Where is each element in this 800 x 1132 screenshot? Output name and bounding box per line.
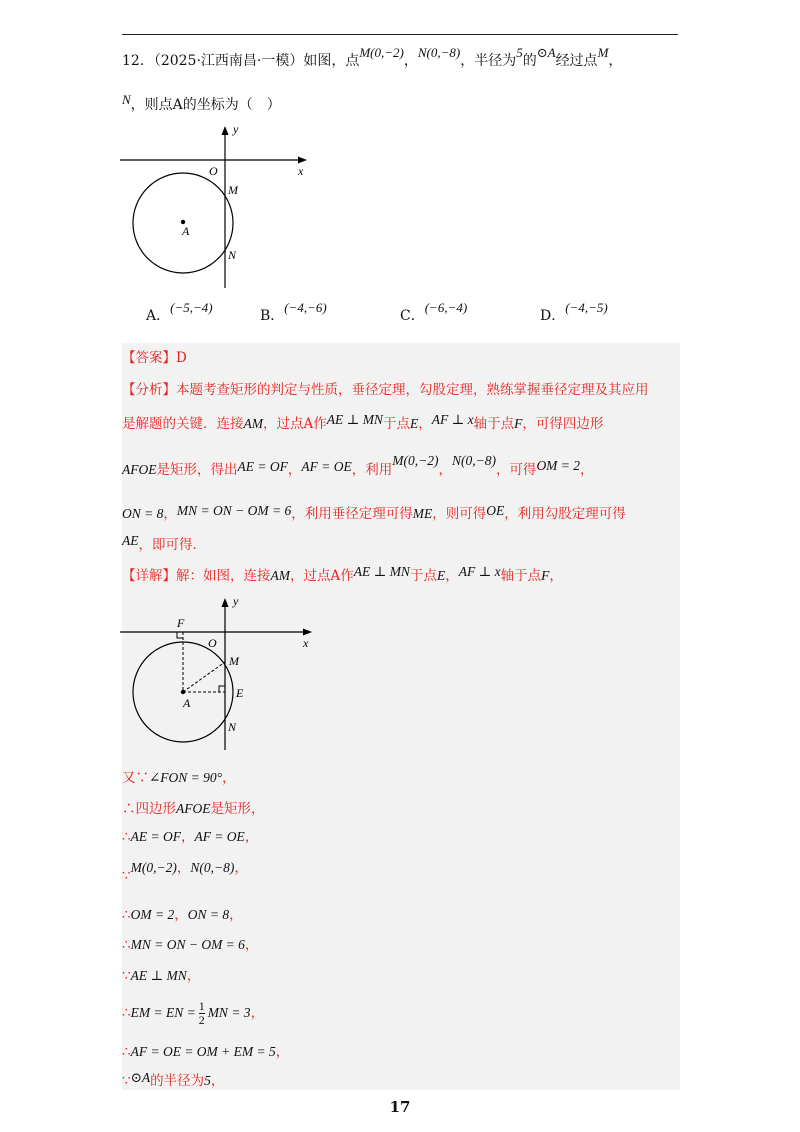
label-a: A <box>182 224 190 238</box>
y-axis-arrow <box>222 598 229 607</box>
label-n: N <box>228 720 237 734</box>
label-f: F <box>177 616 185 630</box>
label-o: O <box>208 636 217 650</box>
option-b[interactable]: B．(−4,−6) <box>260 300 327 324</box>
analysis-line-1: 【分析】本题考查矩形的判定与性质，垂径定理，勾股定理，熟练掌握垂径定理及其应用 <box>122 382 649 398</box>
analysis-line-3: AFOE是矩形，得出AE = OF，AF = OE，利用M(0,−2)，N(0,−8)，可得OM = 2， <box>122 453 594 478</box>
radius-value: 5 <box>516 45 523 60</box>
fraction-half: $\frac{1}{2}$ <box>198 999 205 1027</box>
right-angle-e <box>219 686 225 692</box>
point-m-coord: M(0,−2) <box>359 45 404 60</box>
answer-line <box>122 346 187 366</box>
figure-1 <box>115 118 315 293</box>
label-a: A <box>183 696 191 710</box>
option-c[interactable]: C．(−6,−4) <box>400 300 468 324</box>
question-line-2 <box>122 94 281 114</box>
center-a-dot <box>181 690 185 694</box>
page-number: 17 <box>389 1098 411 1116</box>
label-y: y <box>233 122 239 136</box>
label-x: x <box>303 636 309 650</box>
analysis-line-2: 是解题的关键．连接AM，过点A作AE ⊥ MN于点E，AF ⊥ x轴于点F，可得四边形 <box>122 412 604 432</box>
label-m: M <box>228 183 238 197</box>
step-7: ∵AE ⊥ MN， <box>122 968 201 984</box>
question-line-1: 12．（2025·江西南昌·一模）如图，点M(0,−2)，N(0,−8)，半径为5的⊙A经过点M， <box>122 45 623 69</box>
answer-label: 【答案】 <box>122 350 176 366</box>
question-prompt: ，则点A的坐标为（ ） <box>130 97 281 113</box>
option-d[interactable]: D．(−4,−5) <box>540 300 608 324</box>
point-n-coord: N(0,−8) <box>417 45 461 60</box>
step-5: ∴OM = 2，ON = 8， <box>122 907 243 923</box>
label-m: M <box>229 654 239 668</box>
step-1: 又∵∠FON = 90°， <box>122 770 236 786</box>
label-o: O <box>209 164 218 178</box>
figure-2 <box>115 590 320 760</box>
step-10: ∵⊙A的半径为5， <box>122 1070 225 1089</box>
answer-value: D <box>176 350 187 366</box>
label-n: N <box>228 248 237 262</box>
label-x: x <box>298 164 304 178</box>
step-8: ∴EM = EN = $\frac{1}{2}$ MN = 3， <box>122 999 265 1027</box>
question-number-source: 12．（2025·江西南昌·一模）如图，点 <box>122 53 360 69</box>
detail-heading: 【详解】解：如图，连接AM，过点A作AE ⊥ MN于点E，AF ⊥ x轴于点F， <box>122 564 563 584</box>
label-e: E <box>236 686 244 700</box>
x-axis-arrow <box>298 157 307 164</box>
top-rule <box>122 34 678 35</box>
y-axis-arrow <box>222 126 229 135</box>
option-a[interactable]: A．(−5,−4) <box>146 300 213 324</box>
step-3: ∴AE = OF，AF = OE， <box>122 829 259 845</box>
point-m-label: M <box>597 45 609 60</box>
analysis-line-4: ON = 8，MN = ON − OM = 6，利用垂径定理可得ME，则可得OE，利用勾股定理可得 <box>122 503 626 522</box>
circle-a-symbol: ⊙A <box>536 45 556 60</box>
step-2: ∴四边形AFOE是矩形， <box>122 801 265 817</box>
right-angle-f <box>177 632 183 638</box>
step-4: ∵M(0,−2)，N(0,−8)， <box>122 860 248 884</box>
analysis-line-5: AE，即可得． <box>122 533 206 553</box>
x-axis-arrow <box>303 629 312 636</box>
step-9: ∴AF = OE = OM + EM = 5， <box>122 1044 290 1060</box>
label-y: y <box>233 594 239 608</box>
point-n-label: N <box>122 92 131 107</box>
step-6: ∴MN = ON − OM = 6， <box>122 937 259 953</box>
